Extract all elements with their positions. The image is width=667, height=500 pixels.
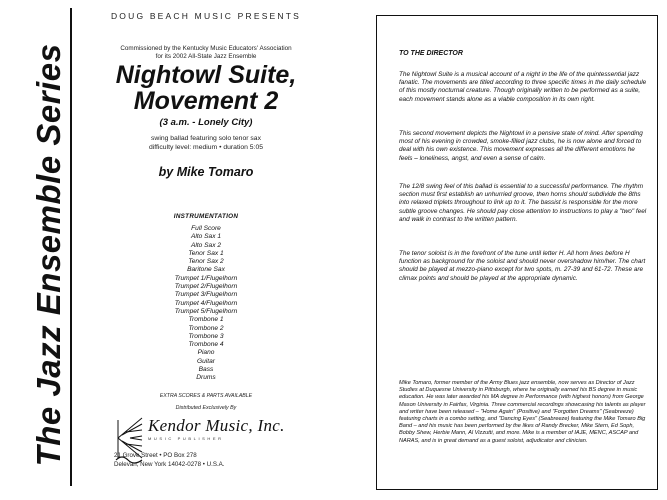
commission-line-2: for its 2002 All-State Jazz Ensemble <box>155 53 257 60</box>
title-line-2: Movement 2 <box>133 87 279 115</box>
difficulty-line: difficulty level: medium • duration 5:05 <box>148 144 264 151</box>
instrument-item: Trombone 3 <box>188 332 224 340</box>
commission-line-1: Commissioned by the Kentucky Music Educators' Association <box>120 45 292 52</box>
composer-bio: Mike Tomaro, former member of the Army Blues jazz ensemble, now serves as Director of Jazz Studies at Duquesne University in Pittsburgh, where he originally earned his BS degree in music education. He was later awarded his MA degree in Performance (with highest honors) from George Mason University in Fairfax, Virginia. Three commercial recordings showcasing his talents as player and writer have been released – "Home Again" (Positive) and "Forgotten Dreams" (Seabreeze) featuring charts in a combo setting, and "Dancing Eyes" (Seabreeze) featuring the Mike Tomaro Big Band – and his music has been performed by the likes of Randy Brecker, Mike Stern, Ed Soph, Bobby Shew, Herbie Mann, Al Vizzutti, and more. Mike is a member of IAJE, MENC, ASCAP and NARAS, and is in great demand as a guest soloist, adjudicator and clinician. <box>399 380 646 444</box>
instrumentation-list <box>96 225 316 383</box>
instrumentation-heading: INSTRUMENTATION <box>173 213 239 220</box>
piece-subtitle: (3 a.m. - Lonely City) <box>159 117 253 128</box>
instrument-item: Trumpet 1/Flugelhorn <box>174 274 238 282</box>
style-line: swing ballad featuring solo tenor sax <box>151 135 261 142</box>
instrument-item: Tenor Sax 2 <box>188 258 224 266</box>
instrument-item: Trombone 2 <box>188 324 224 332</box>
publisher-address <box>114 452 314 469</box>
commission-note <box>96 45 316 61</box>
publisher-tagline: MUSIC PUBLISHER <box>148 436 224 441</box>
instrument-item: Guitar <box>197 357 215 365</box>
publisher-name: Kendor Music, Inc. <box>148 416 285 435</box>
series-title: The Jazz Ensemble Series <box>30 43 67 467</box>
publisher-logo <box>114 414 314 480</box>
instrument-item: Trombone 1 <box>188 316 224 324</box>
address-line-1: 21 Grove Street • PO Box 278 <box>114 452 197 459</box>
notes-paragraph: The Nightowl Suite is a musical account of a night in the life of the quintessential jazz fanatic. The movements are titled according to three specific times in the daily schedule of this mostly nocturnal creature. Though originally written to be performed as a suite, each movement stands alone as a viable composition in its own right. <box>399 71 647 103</box>
composer-credit: by Mike Tomaro <box>158 165 254 179</box>
piece-details <box>96 134 316 152</box>
notes-paragraph: The tenor soloist is in the forefront of the tune until letter H. All horn lines before H function as background for the soloist and should never overshadow him/her. The chart should be played at mezzo-piano except for two spots, m. 27-39 and 61-72. These are climax points and should be played at the appropriate dynamic. <box>399 250 646 282</box>
piece-title <box>96 62 316 114</box>
instrument-item: Full Score <box>191 225 221 232</box>
distributor-note: Distributed Exclusively By <box>175 405 237 411</box>
instrument-item: Trumpet 3/Flugelhorn <box>174 291 238 299</box>
extra-parts-note: EXTRA SCORES & PARTS AVAILABLE <box>159 393 253 399</box>
instrument-item: Trumpet 2/Flugelhorn <box>174 283 238 291</box>
address-line-2: Delevan, New York 14042-0278 • U.S.A. <box>114 460 225 468</box>
instrument-item: Bass <box>198 366 214 374</box>
instrument-item: Trumpet 4/Flugelhorn <box>174 299 238 307</box>
instrument-item: Alto Sax 2 <box>190 241 222 249</box>
notes-paragraph: This second movement depicts the Nightowl in a pensive state of mind. After spending most of his evening in crowded, smoke-filled jazz clubs, he is now alone and forced to deal with his own existence. This movement expresses all the different emotions he feels – loneliness, angst, and even a sense of calm. <box>399 130 643 162</box>
instrument-item: Tenor Sax 1 <box>188 249 224 257</box>
instrument-item: Trombone 4 <box>188 341 224 349</box>
instrument-item: Trumpet 5/Flugelhorn <box>174 307 238 315</box>
title-line-1: Nightowl Suite, <box>115 61 297 89</box>
instrument-item: Piano <box>197 349 215 357</box>
director-notes-heading: TO THE DIRECTOR <box>399 50 463 57</box>
notes-paragraph: The 12/8 swing feel of this ballad is essential to a successful performance. The rhythm section must first establish an unhurried groove, then horns should subdivide the 8ths into relaxed triplets throughout to link up to it. The bassist is responsible for the more subtle groove changes. He should pay close attention to instructions to play a "two" feel and walk in contrast to the written pattern. <box>399 183 647 223</box>
cover-page <box>0 0 332 500</box>
instrument-item: Baritone Sax <box>187 266 225 274</box>
instrument-item: Alto Sax 1 <box>190 233 222 241</box>
instrument-item: Drums <box>196 374 216 382</box>
presenter-line: DOUG BEACH MUSIC PRESENTS <box>110 11 302 21</box>
series-spine <box>10 8 72 486</box>
